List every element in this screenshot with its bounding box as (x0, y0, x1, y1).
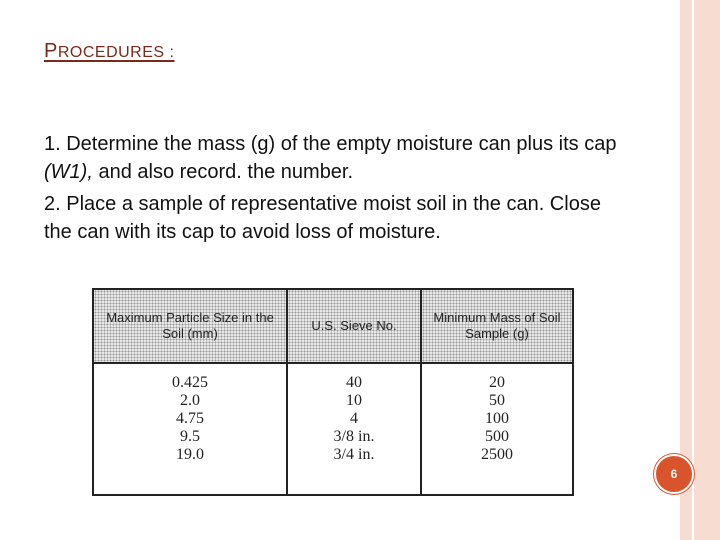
header-max-particle-size: Maximum Particle Size in the Soil (mm) (93, 289, 287, 363)
sample-mass-table-image (92, 288, 574, 496)
table-cell: 19.0 (176, 446, 204, 463)
table-header-row (93, 289, 573, 363)
table-cell: 20 (489, 374, 505, 391)
table-cell: 500 (485, 428, 509, 445)
sample-mass-table (92, 288, 574, 496)
table-cell: 3/8 in. (333, 428, 375, 445)
column-particle-size (93, 363, 287, 495)
step-2: 2. Place a sample of representative moist soil in the can. Close the can with its cap to avoid loss of moisture. (44, 193, 601, 243)
table-cell: 40 (346, 374, 362, 391)
table-cell: 10 (346, 392, 362, 409)
slide-title (44, 40, 174, 63)
column-sieve-number (287, 363, 421, 495)
step-1-text: 1. Determine the mass (g) of the empty moisture can plus its cap (44, 133, 617, 155)
table-cell: 50 (489, 392, 505, 409)
step-1-tail: and also record. the number. (92, 161, 354, 183)
title-initial: P (44, 40, 58, 62)
table-cell: 2500 (481, 446, 513, 463)
table-cell: 4 (350, 410, 358, 427)
title-rest: ROCEDURES : (57, 44, 175, 61)
table-cell: 2.0 (180, 392, 200, 409)
step-1 (44, 130, 624, 186)
table-body-row (93, 363, 573, 495)
table-cell: 4.75 (176, 410, 204, 427)
table-cell: 9.5 (180, 428, 200, 445)
table-cell: 0.425 (172, 374, 208, 391)
side-divider (692, 0, 694, 540)
table-cell: 3/4 in. (333, 446, 375, 463)
procedure-text (44, 130, 624, 246)
table-cell: 100 (485, 410, 509, 427)
header-sieve-number: U.S. Sieve No. (287, 289, 421, 363)
page-number-badge: 6 (654, 454, 694, 494)
column-min-mass (421, 363, 573, 495)
step-1-italic: (W1), (44, 161, 93, 183)
header-min-sample-mass: Minimum Mass of Soil Sample (g) (421, 289, 573, 363)
